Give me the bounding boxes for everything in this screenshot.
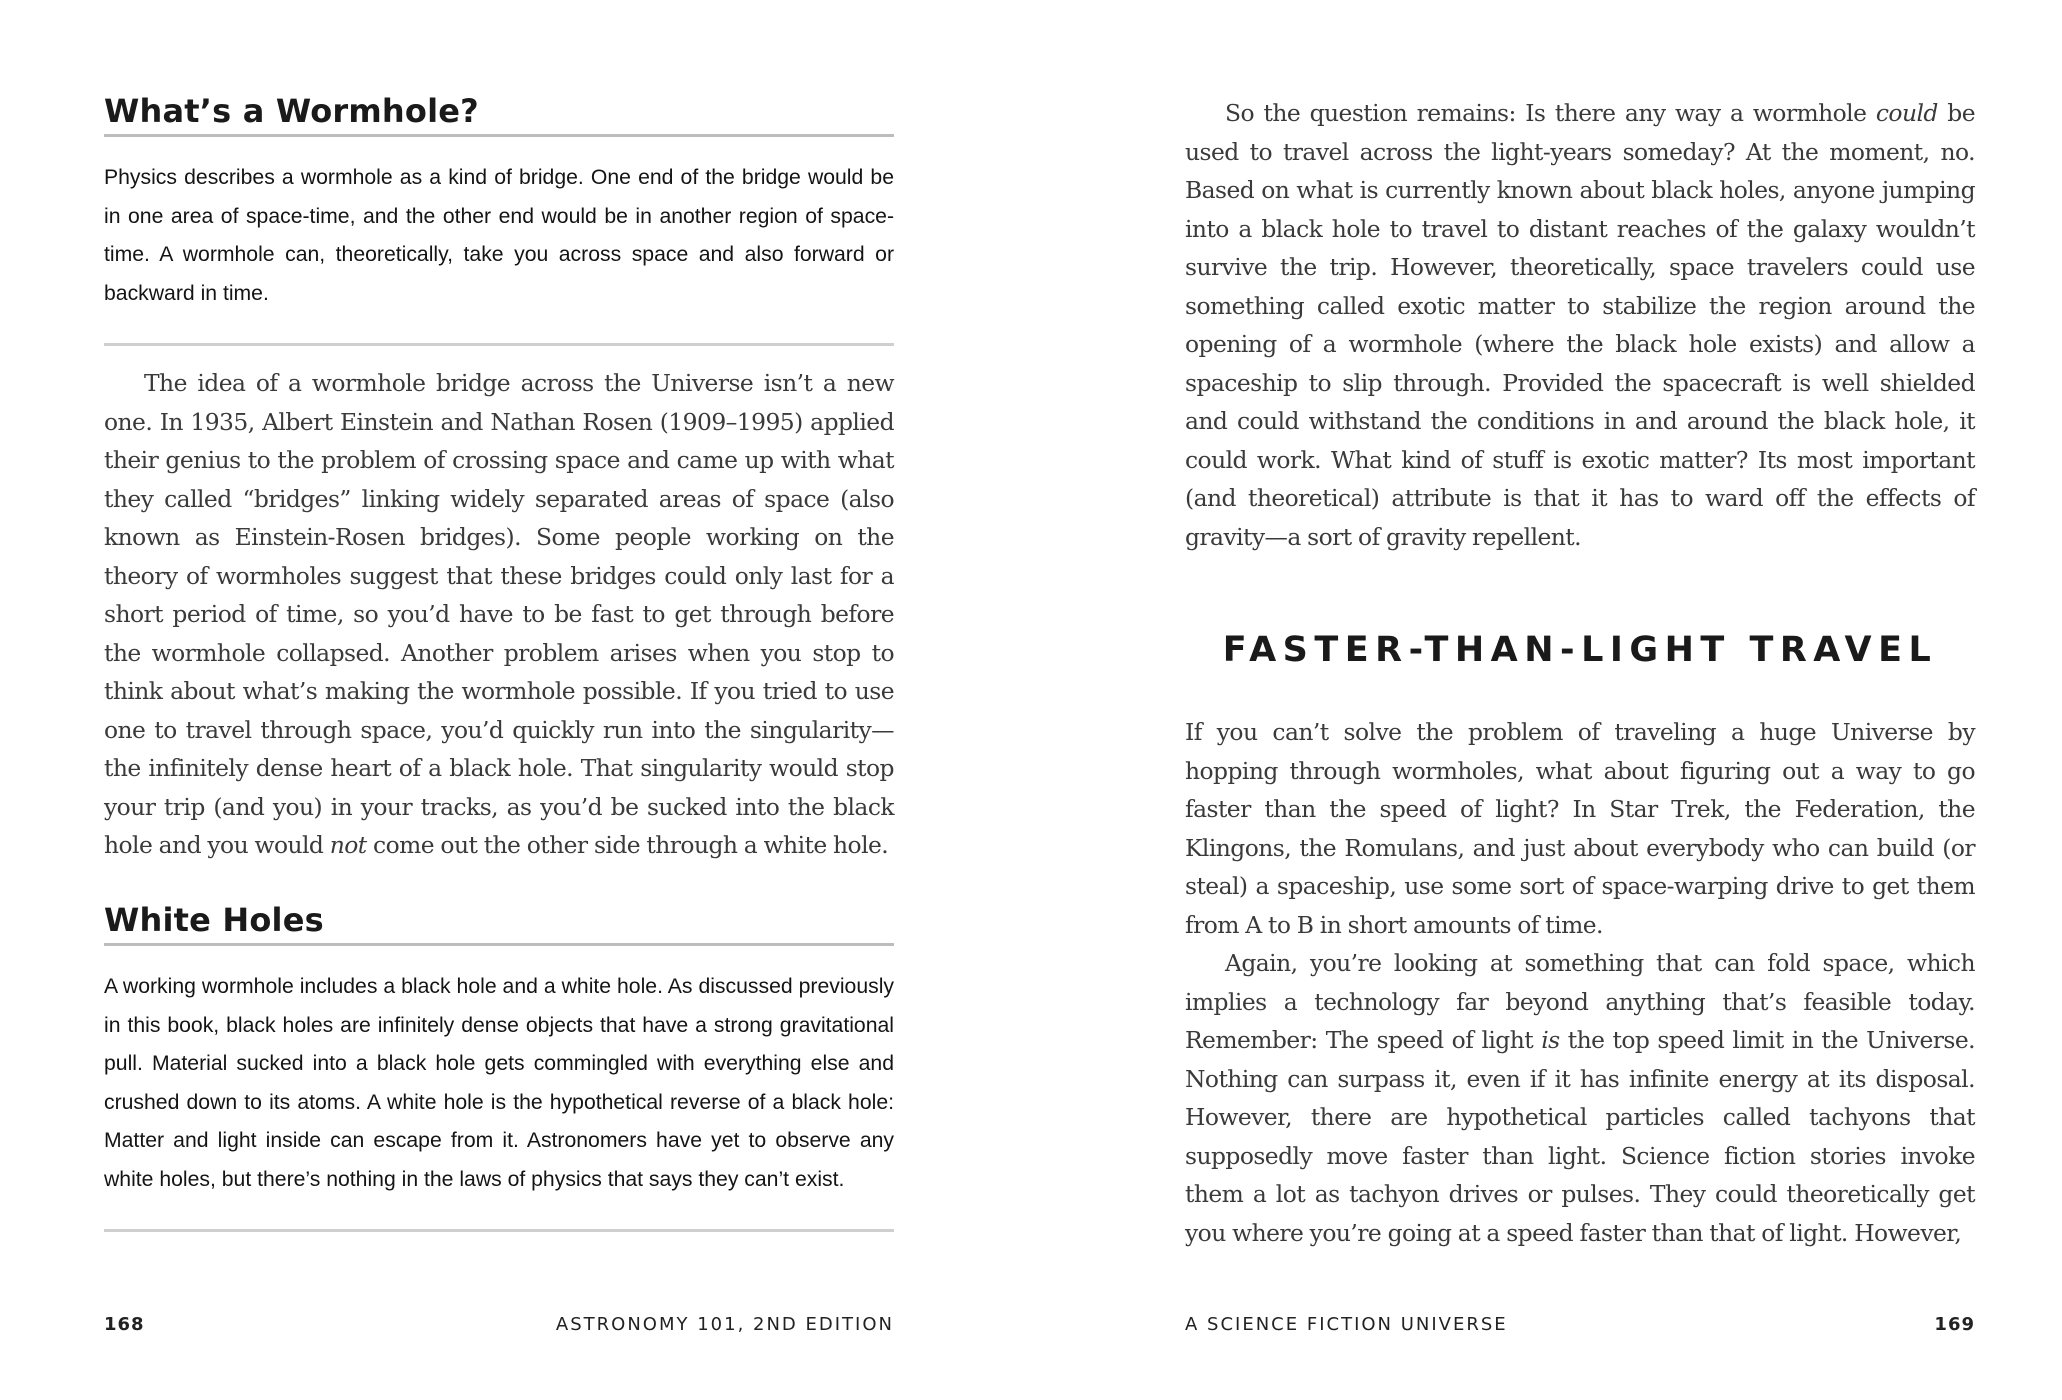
right-paragraph-3-emphasis: is	[1541, 1026, 1560, 1054]
right-paragraph-2: If you can’t solve the problem of traveling a huge Universe by hopping through wormholes, what about figuring out a way to go faster than the speed of light? In Star Trek, the Federation, the Klingons, the Romulans, and just about everybody who can build (or steal) a spaceship, use some sort of space-warping drive to get them from A to B in short amounts of time.	[1185, 718, 1975, 939]
right-paragraph-3-part-2: the top speed limit in the Universe. Nothing can surpass it, even if it has infinite energy at its disposal. However, there are hypothetical particles called tachyons that supposedly move faster than light. Science fiction stories invoke them a lot as tachyon drives or pulses. They could theoretically get you where you’re going at a speed faster than that of light. However,	[1185, 1026, 1975, 1247]
right-paragraph-1	[1185, 94, 1975, 556]
right-running-head: A SCIENCE FICTION UNIVERSE	[1185, 1314, 1508, 1335]
right-footer	[1185, 1314, 1975, 1335]
sidebar-white-holes-body: A working wormhole includes a black hole and a white hole. As discussed previously in this book, black holes are infinitely dense objects that have a strong gravitational pull. Material sucked into a black hole gets commingled with everything else and crushed down to its atoms. A white hole is the hypothetical reverse of a black hole: Matter and light inside can escape from it. Astronomers have yet to observe any white holes, but there’s nothing in the laws of physics that says they can’t exist.	[104, 946, 894, 1232]
left-page	[104, 0, 894, 1400]
left-paragraph-1	[104, 364, 894, 865]
sidebar-wormhole	[104, 92, 894, 346]
right-paragraph-1-part-1: So the question remains: Is there any way a wormhole	[1225, 99, 1876, 127]
right-paragraph-1-part-2: be used to travel across the light-years someday? At the moment, no. Based on what is currently known about black holes, anyone jumping into a black hole to travel to distant reaches of the galaxy wouldn’t survive the trip. However, theoretically, space travelers could use something called exotic matter to stabilize the region around the opening of a wormhole (where the black hole exists) and allow a spaceship to slip through. Provided the spacecraft is well shielded and could withstand the conditions in and around the black hole, it could work. What kind of stuff is exotic matter? Its most important (and theoretical) attribute is that it has to ward off the effects of gravity—a sort of gravity repellent.	[1185, 99, 1976, 551]
left-running-head: ASTRONOMY 101, 2ND EDITION	[555, 1314, 894, 1335]
right-page	[1185, 0, 1975, 1400]
left-paragraph-1-part-2: come out the other side through a white hole.	[366, 831, 889, 859]
left-footer	[104, 1314, 894, 1335]
right-paragraph-1-emphasis: could	[1875, 99, 1938, 127]
left-paragraph-1-part-1: The idea of a wormhole bridge across the Universe isn’t a new one. In 1935, Albert Einstein and Nathan Rosen (1909–1995) applied their genius to the problem of crossing space and came up with what they called “bridges” linking widely separated areas of space (also known as Einstein-Rosen bridges). Some people working on the theory of wormholes suggest that these bridges could only last for a short period of time, so you’d have to be fast to get through before the wormhole collapsed. Another problem arises when you stop to think about what’s making the wormhole possible. If you tried to use one to travel through space, you’d quickly run into the singularity—the infinitely dense heart of a black hole. That singularity would stop your trip (and you) in your tracks, as you’d be sucked into the black hole and you would	[104, 369, 894, 859]
sidebar-white-holes	[104, 901, 894, 1232]
sidebar-wormhole-body: Physics describes a wormhole as a kind of bridge. One end of the bridge would be in one area of space-time, and the other end would be in another region of space-time. A wormhole can, theoretically, take you across space and also forward or backward in time.	[104, 137, 894, 346]
section-heading: FASTER-THAN-LIGHT TRAVEL	[1222, 630, 1938, 670]
sidebar-wormhole-title: What’s a Wormhole?	[104, 92, 894, 137]
left-page-number: 168	[104, 1314, 145, 1335]
right-page-number: 169	[1934, 1314, 1975, 1335]
left-paragraph-1-emphasis: not	[329, 831, 367, 859]
right-paragraph-3	[1185, 944, 1975, 1252]
right-paragraph-3-part-1: Again, you’re looking at something that can fold space, which implies a technology far beyond anything that’s feasible today. Remember: The speed of light	[1185, 949, 1975, 1054]
sidebar-white-holes-title: White Holes	[104, 901, 894, 946]
right-body-lower	[1185, 713, 1975, 1252]
